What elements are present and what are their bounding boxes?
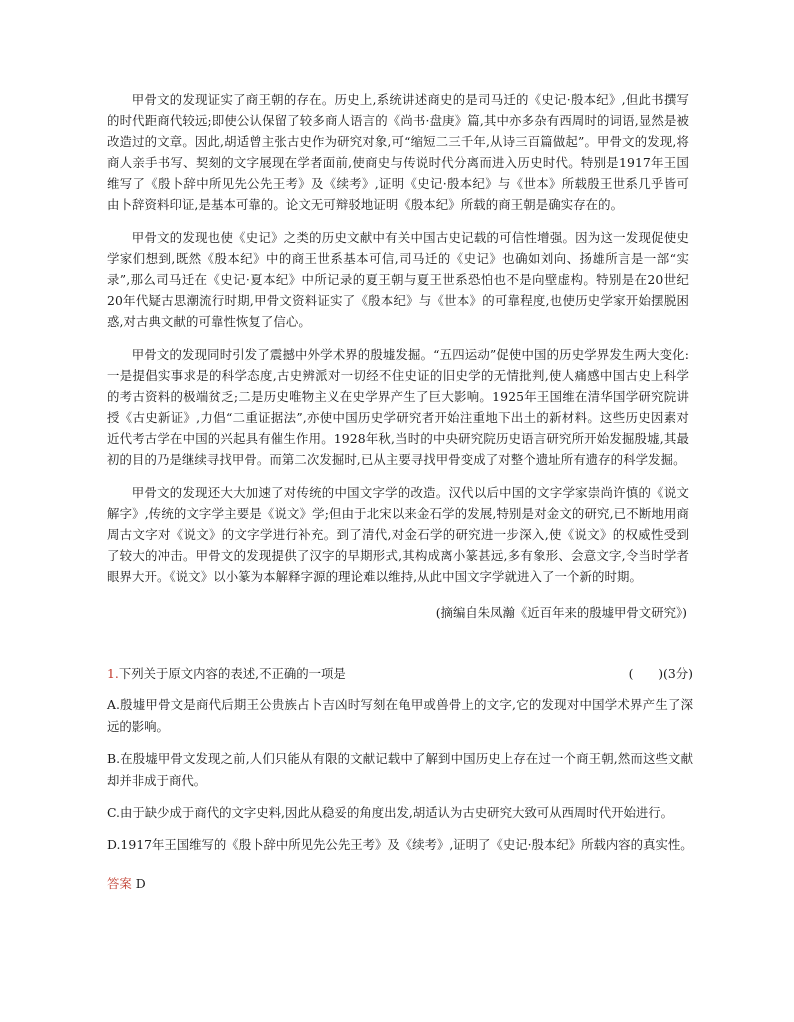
passage-paragraph-2: 甲骨文的发现也使《史记》之类的历史文献中有关中国古史记载的可信性增强。因为这一发现促使史学家们想到,既然《殷本纪》中的商王世系基本可信,司马迁的《史记》也确如刘向、扬雄所言是一部“实录”,那么司马迁在《史记·夏本纪》中所记录的夏王朝与夏王世系恐怕也不是向壁虚构。特别是在20世纪20年代疑古思潮流行时期,甲骨文资料证实了《殷本纪》与《世本》的可靠程度,也使历史学家开始摆脱困惑,对古典文献的可靠性恢复了信心。 [107,230,689,329]
passage-paragraph-1: 甲骨文的发现证实了商王朝的存在。历史上,系统讲述商史的是司马迁的《史记·殷本纪》,但此书撰写的时代距商代较远;即使公认保留了较多商人语言的《尚书·盘庚》篇,其中亦多杂有西周时的词语,显然是被改造过的文章。因此,胡适曾主张古史作为研究对象,可“缩短二三千年,从诗三百篇做起”。甲骨文的发现,将商人亲手书写、契刻的文字展现在学者面前,使商史与传说时代分离而进入历史时代。特别是1917年王国维写了《殷卜辞中所见先公先王考》及《续考》,证明《史记·殷本纪》与《世本》所载殷王世系几乎皆可由卜辞资料印证,是基本可靠的。论文无可辩驳地证明《殷本纪》所载的商王朝是确实存在的。 [107,92,689,212]
question-block [107,663,693,866]
option-c: C.由于缺少成于商代的文字史料,因此从稳妥的角度出发,胡适认为古史研究大致可从西周时代开始进行。 [107,805,674,820]
answer-label: 答案 [107,876,132,891]
question-score: ( )(3分) [628,666,693,681]
passage-paragraph-4: 甲骨文的发现还大大加速了对传统的中国文字学的改造。汉代以后中国的文字学家崇尚许慎的《说文解字》,传统的文字学主要是《说文》学;但由于北宋以来金石学的发展,特别是对金文的研究,已不断地用商周古文字对《说文》的文字学进行补充。到了清代,对金石学的研究进一步深入,使《说文》的权威性受到了较大的冲击。甲骨文的发现提供了汉字的早期形式,其构成离小篆甚远,多有象形、会意文字,令当时学者眼界大开。《说文》以小篆为本解释字源的理论难以维持,从此中国文字学就进入了一个新的时期。 [107,485,689,584]
passage-paragraph-3: 甲骨文的发现同时引发了震撼中外学术界的殷墟发掘。“五四运动”促使中国的历史学界发生两大变化:一是提倡实事求是的科学态度,古史辨派对一切经不住史证的旧史学的无情批判,使人痛感中国古史上科学的考古资料的极端贫乏;二是历史唯物主义在史学界产生了巨大影响。1925年王国维在清华国学研究院讲授《古史新证》,力倡“二重证据法”,亦使中国历史学研究者开始注重地下出土的新材料。这些历史因素对近代考古学在中国的兴起具有催生作用。1928年秋,当时的中央研究院历史语言研究所开始发掘殷墟,其最初的目的乃是继续寻找甲骨。而第二次发掘时,已从主要寻找甲骨变成了对整个遗址所有遗存的科学发掘。 [107,347,689,467]
option-d: D.1917年王国维写的《殷卜辞中所见先公先王考》及《续考》,证明了《史记·殷本纪》所载内容的真实性。 [107,837,693,852]
question-stem-row [107,663,693,684]
question-stem [107,663,346,684]
passage-source-citation: (摘编自朱凤瀚《近百年来的殷墟甲骨文研究》) [435,605,687,620]
question-number: 1. [107,666,119,681]
option-b: B.在殷墟甲骨文发现之前,人们只能从有限的文献记载中了解到中国历史上存在过一个商王朝,然而这些文献却并非成于商代。 [107,751,693,788]
answer-line [107,873,146,894]
option-a: A.殷墟甲骨文是商代后期王公贵族占卜吉凶时写刻在龟甲或兽骨上的文字,它的发现对中国学术界产生了深远的影响。 [107,697,693,734]
answer-value: D [135,876,146,891]
reading-passage [107,89,689,599]
question-text: 下列关于原文内容的表述,不正确的一项是 [118,666,346,681]
